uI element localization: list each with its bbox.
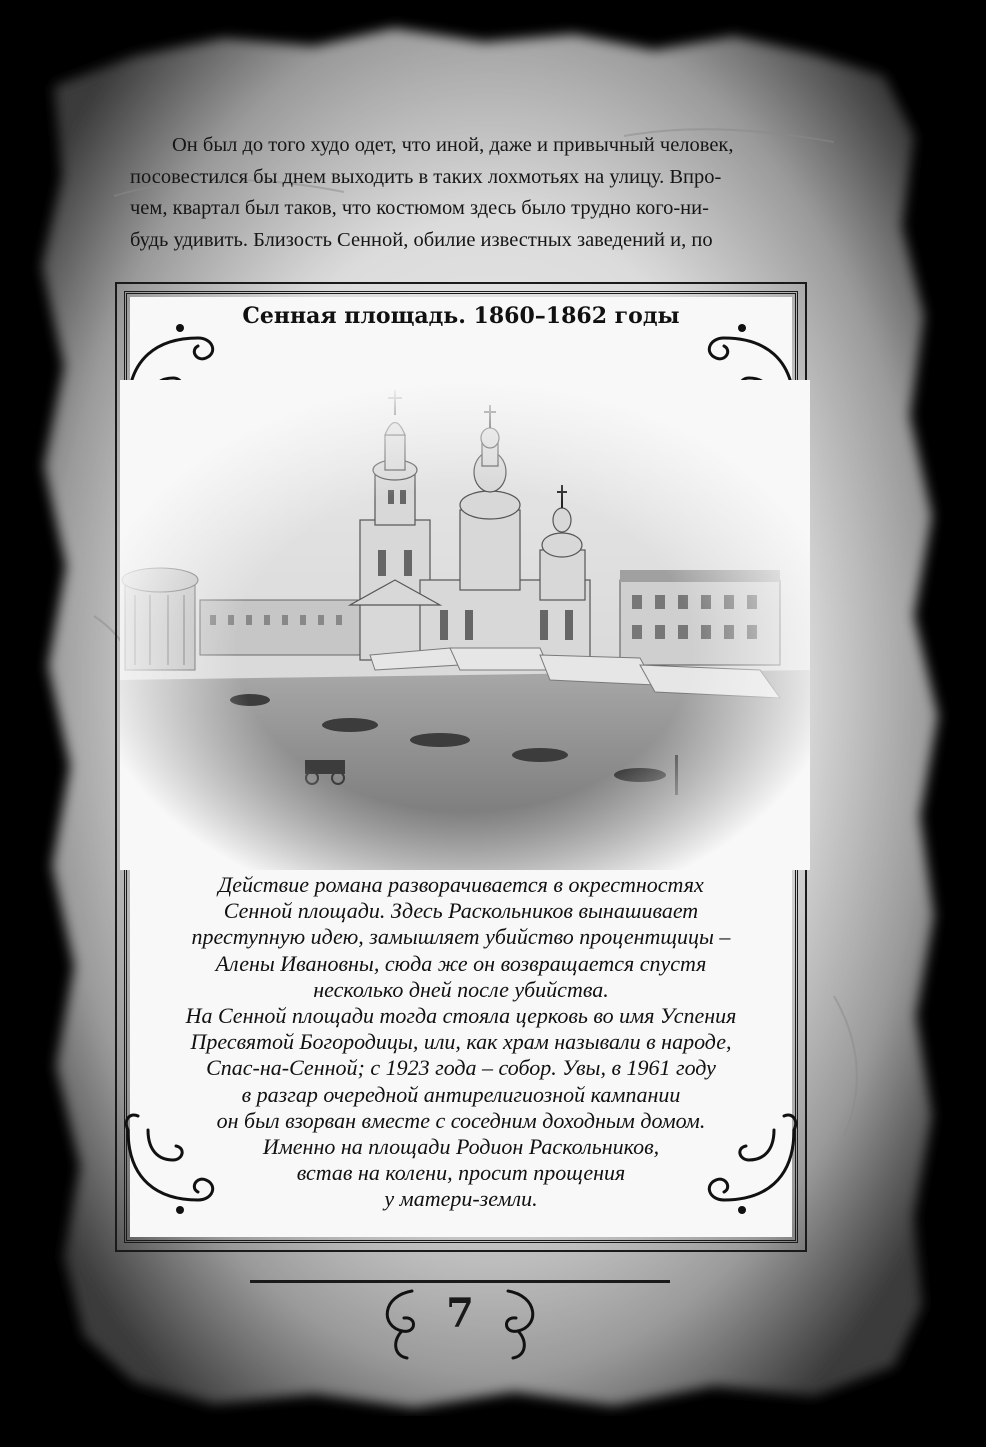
caption-line: Сенной площади. Здесь Раскольников вынашивает (223, 898, 699, 924)
photo-caption (130, 872, 792, 1213)
caption-line: На Сенной площади тогда стояла церковь во имя Успения (185, 1003, 737, 1029)
intro-line: будь удивить. Близость Сенной, обилие известных заведений и, по (130, 228, 713, 251)
intro-line: чем, квартал был таков, что костюмом здесь было трудно кого-ни- (130, 197, 709, 219)
caption-line: он был взорван вместе с соседним доходным домом. (216, 1107, 706, 1133)
footer-rule (250, 1280, 670, 1283)
caption-line: преступную идею, замышляет убийство процентщицы – (191, 924, 731, 950)
caption-line: у матери-земли. (384, 1186, 538, 1212)
intro-paragraph (130, 130, 790, 256)
intro-line: посовестился бы днем выходить в таких лохмотьях на улицу. Впро- (130, 165, 722, 188)
caption-line: Действие романа разворачивается в окрестностях (218, 872, 704, 897)
page-number: 7 (446, 1290, 474, 1337)
footer-flourish-right-icon (498, 1286, 548, 1366)
sidebar-box-title: Сенная площадь. 1860–1862 годы (242, 303, 680, 329)
intro-line: Он был до того худо одет, что иной, даже и привычный человек, (172, 134, 734, 156)
caption-line: Спас-на-Сенной; с 1923 года – собор. Увы, в 1961 году (206, 1055, 716, 1081)
caption-line: Именно на площади Родион Раскольников, (262, 1134, 660, 1160)
caption-line: Пресвятой Богородицы, или, как храм называли в народе, (190, 1029, 732, 1055)
caption-line: несколько дней после убийства. (313, 976, 609, 1002)
sennaya-square-photo (120, 380, 810, 870)
caption-line: встав на колени, просит прощения (296, 1160, 626, 1186)
caption-line: в разгар очередной антирелигиозной кампании (241, 1081, 681, 1107)
caption-line: Алены Ивановны, сюда же он возвращается спустя (215, 950, 707, 976)
footer-flourish-left-icon (372, 1286, 422, 1366)
